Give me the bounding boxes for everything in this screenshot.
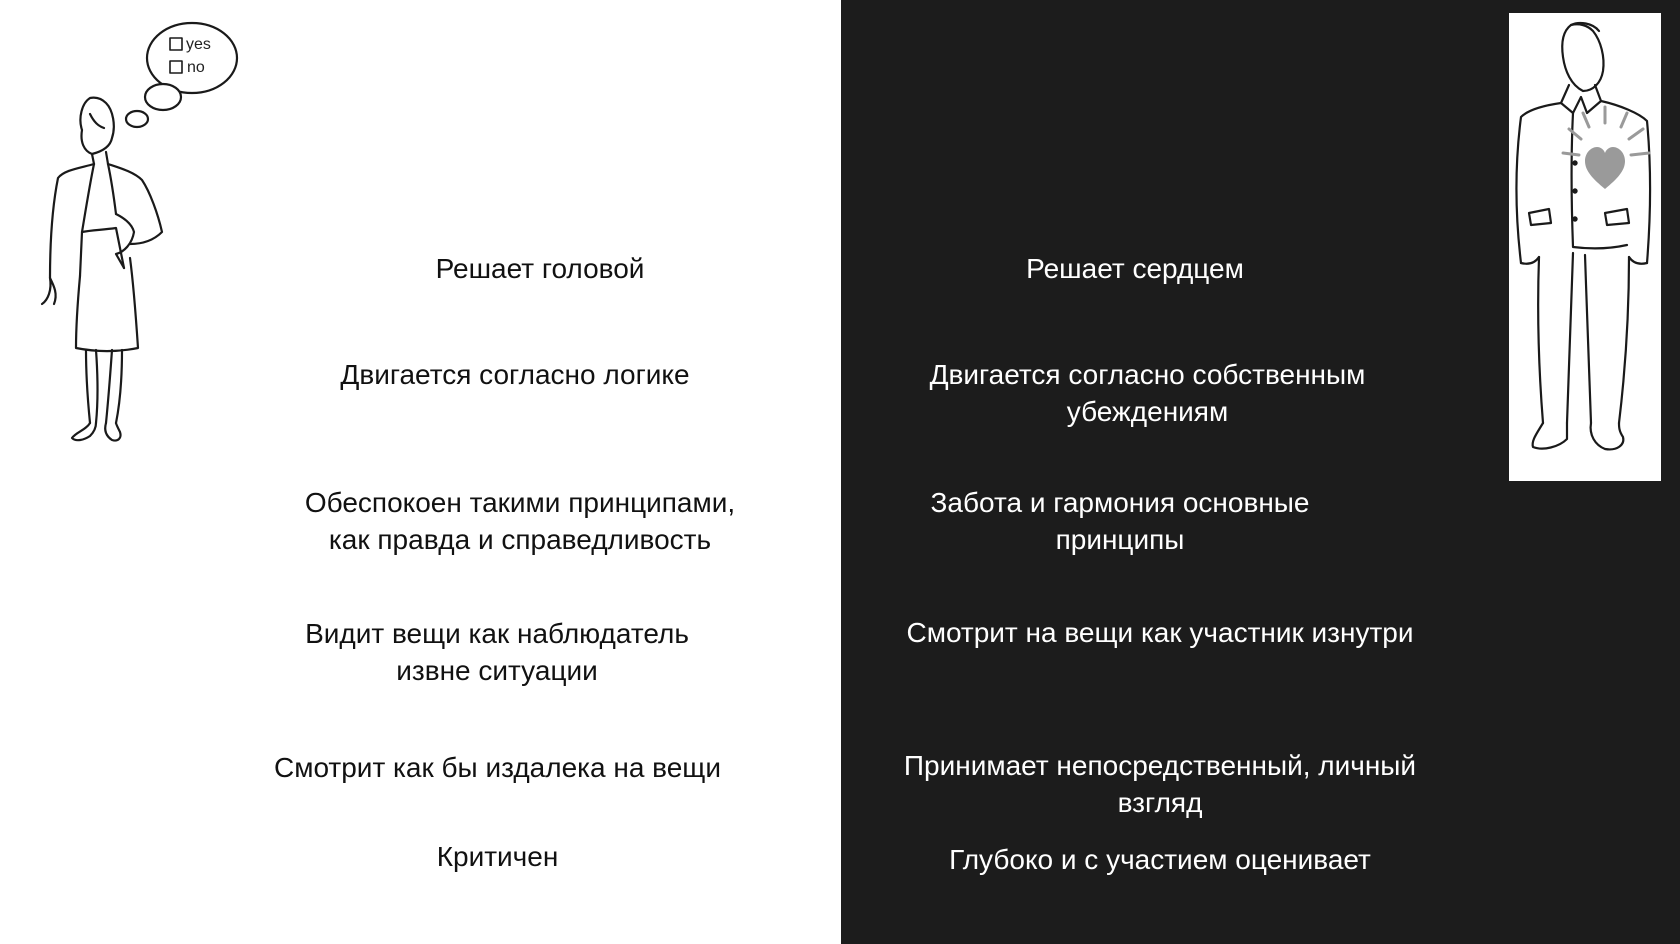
feeling-trait-2: Двигается согласно собственным убеждениям	[929, 359, 1366, 427]
thinking-trait-1: Решает головой	[435, 253, 645, 284]
man-feeling-illustration	[1509, 13, 1661, 481]
feeling-trait-6: Глубоко и с участием оценивает	[949, 844, 1371, 875]
thinking-trait-6: Критичен	[436, 841, 559, 872]
man-feeling-illustration-frame	[1509, 13, 1661, 481]
feeling-trait-5: Принимает непосредственный, личный взгляд	[903, 750, 1417, 818]
thinking-trait-3: Обеспокоен такими принципами, как правда и справедливость	[304, 487, 736, 555]
feeling-trait-1: Решает сердцем	[1026, 253, 1244, 284]
feeling-trait-4: Смотрит на вещи как участник изнутри	[906, 617, 1414, 648]
thinking-trait-5: Смотрит как бы издалека на вещи	[273, 752, 721, 783]
thinking-trait-2: Двигается согласно логике	[340, 359, 690, 390]
thinking-trait-4: Видит вещи как наблюдатель извне ситуации	[305, 618, 689, 686]
bubble-option-yes: yes	[186, 36, 211, 53]
heart-icon	[1563, 107, 1649, 189]
feeling-trait-3: Забота и гармония основные принципы	[930, 487, 1310, 555]
woman-thinking-illustration	[20, 18, 250, 478]
bubble-option-no: no	[187, 59, 205, 76]
